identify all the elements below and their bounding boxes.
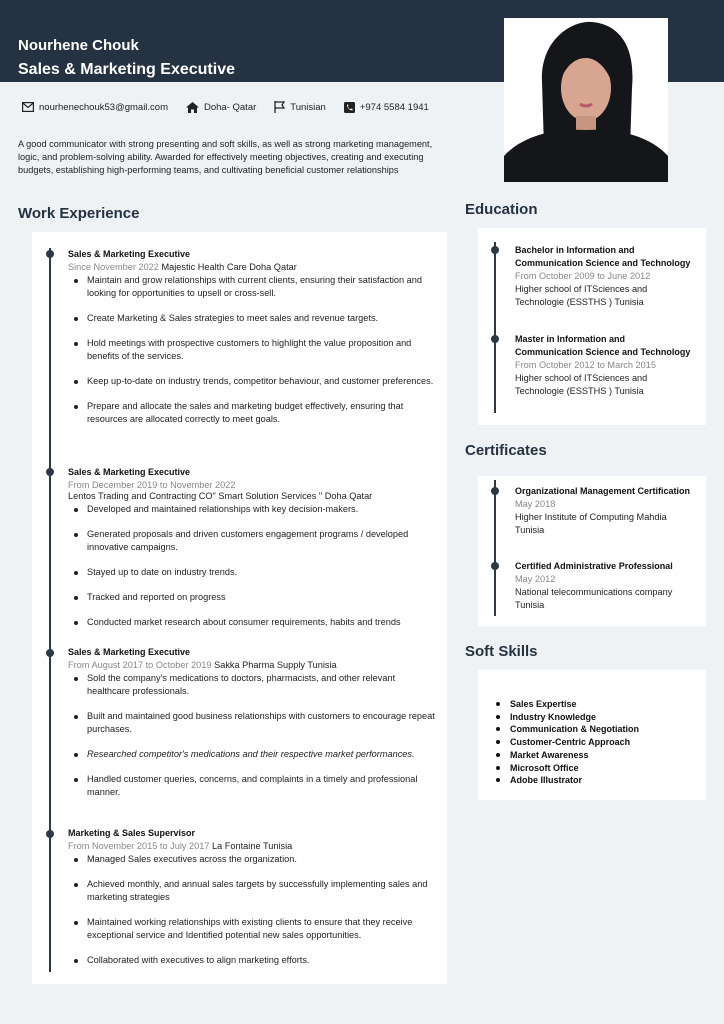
certificates-card — [478, 476, 706, 626]
timeline-dot — [46, 250, 54, 258]
list-item: Microsoft Office — [494, 762, 639, 775]
timeline-dot — [46, 649, 54, 657]
certificate-title: Organizational Management Certification — [515, 486, 691, 496]
certificate-title: Certified Administrative Professional — [515, 561, 673, 571]
envelope-icon — [22, 102, 34, 112]
certificate-date: May 2012 — [515, 574, 556, 584]
education-entry-2 — [515, 333, 695, 398]
certificate-issuer: Higher Institute of Computing Mahdia Tunisia — [515, 512, 667, 535]
job-bullets — [68, 672, 440, 799]
list-item: Hold meetings with prospective customers to highlight the value proposition and benefits of the services. — [68, 337, 440, 363]
work-experience-card — [32, 232, 447, 984]
job-title: Sales & Marketing Executive — [68, 647, 191, 657]
certificate-date: May 2018 — [515, 499, 556, 509]
degree-dates: From October 2009 to June 2012 — [515, 271, 651, 281]
contact-email[interactable] — [22, 102, 168, 113]
degree-school: Higher school of ITSciences and Technologie (ESSTHS ) Tunisia — [515, 284, 648, 307]
soft-skills-heading: Soft Skills — [465, 643, 538, 660]
list-item: Sold the company's medications to doctors, pharmacists, and other relevant healthcare professionals. — [68, 672, 440, 698]
list-item: Industry Knowledge — [494, 711, 639, 724]
job-company: La Fontaine Tunisia — [212, 841, 293, 851]
experience-timeline — [49, 248, 51, 972]
flag-icon — [274, 101, 285, 113]
list-item: Achieved monthly, and annual sales targets by successfully implementing sales and marketing strategies — [68, 878, 440, 904]
certificate-entry-2 — [515, 560, 695, 612]
degree-title: Bachelor in Information and Communication Science and Technology — [515, 245, 691, 268]
list-item: Handled customer queries, concerns, and complaints in a timely and professional manner. — [68, 773, 440, 799]
location-text: Doha- Qatar — [204, 101, 257, 113]
list-item: Customer-Centric Approach — [494, 736, 639, 749]
job-dates: Since November 2022 — [68, 262, 159, 272]
education-heading: Education — [465, 201, 538, 218]
list-item: Market Awareness — [494, 749, 639, 762]
nationality-text: Tunisian — [290, 101, 326, 113]
timeline-dot — [46, 468, 54, 476]
job-bullets — [68, 503, 440, 629]
degree-dates: From October 2012 to March 2015 — [515, 360, 656, 370]
soft-skills-card — [478, 670, 706, 800]
list-item: Maintained working relationships with existing clients to ensure that they receive exceptional service and Identified potential new sales opportunities. — [68, 916, 440, 942]
certificate-entry-1 — [515, 485, 695, 537]
certificates-heading: Certificates — [465, 442, 547, 459]
timeline-dot — [46, 830, 54, 838]
job-title: Marketing & Sales Supervisor — [68, 828, 196, 838]
job-title: Sales & Marketing Executive — [68, 467, 191, 477]
list-item: Keep up-to-date on industry trends, competitor behaviour, and customer preferences. — [68, 375, 440, 388]
phone-icon — [344, 102, 355, 113]
candidate-role: Sales & Marketing Executive — [18, 61, 235, 78]
candidate-name: Nourhene Chouk — [18, 37, 139, 54]
timeline-dot — [491, 246, 499, 254]
list-item: Communication & Negotiation — [494, 723, 639, 736]
list-item: Developed and maintained relationships with key decision-makers. — [68, 503, 440, 516]
home-icon — [186, 102, 199, 113]
job-meta — [68, 841, 440, 851]
list-item: Sales Expertise — [494, 698, 639, 711]
job-bullets — [68, 274, 440, 426]
list-item: Managed Sales executives across the organization. — [68, 853, 440, 866]
education-card — [478, 228, 706, 425]
profile-summary: A good communicator with strong presenting and soft skills, as well as strong marketing management, logic, and problem-solving ability. Awarded for effectively meeting objectives, creating and executing budgets, establishing high-performing teams, and cultivating beneficial customer relationships — [18, 139, 433, 175]
list-item: Maintain and grow relationships with current clients, ensuring their satisfaction and looking for opportunities to upsell or cross-sell. — [68, 274, 440, 300]
certificates-timeline — [494, 480, 496, 616]
timeline-dot — [491, 487, 499, 495]
job-entry-2 — [68, 467, 440, 629]
email-text: nourhenechouk53@gmail.com — [39, 101, 168, 113]
list-item: Researched competitor's medications and their respective market performances. — [68, 748, 440, 761]
job-entry-4 — [68, 828, 440, 967]
job-meta — [68, 262, 440, 272]
job-company: Majestic Health Care Doha Qatar — [161, 262, 297, 272]
job-company: Lentos Trading and Contracting CO" Smart Solution Services " Doha Qatar — [68, 491, 373, 501]
contact-location — [186, 102, 256, 113]
list-item: Built and maintained good business relationships with customers to encourage repeat purchases. — [68, 710, 440, 736]
list-item: Tracked and reported on progress — [68, 591, 440, 604]
job-bullets — [68, 853, 440, 967]
timeline-dot — [491, 335, 499, 343]
job-dates: From August 2017 to October 2019 — [68, 660, 212, 670]
contact-phone[interactable] — [344, 102, 429, 113]
education-timeline — [494, 242, 496, 413]
list-item: Generated proposals and driven customers engagement programs / developed innovative campaigns. — [68, 528, 440, 554]
job-company: Sakka Pharma Supply Tunisia — [214, 660, 337, 670]
job-entry-1 — [68, 249, 440, 438]
contact-nationality — [274, 101, 326, 113]
job-meta — [68, 480, 440, 490]
job-meta — [68, 660, 440, 670]
degree-school: Higher school of ITSciences and Technologie (ESSTHS ) Tunisia — [515, 373, 648, 396]
phone-text: +974 5584 1941 — [359, 101, 429, 113]
certificate-issuer: National telecommunications company Tunisia — [515, 587, 673, 610]
education-entry-1 — [515, 244, 695, 309]
list-item: Stayed up to date on industry trends. — [68, 566, 440, 579]
timeline-dot — [491, 562, 499, 570]
skills-list — [494, 698, 639, 787]
list-item: Conducted market research about consumer requirements, habits and trends — [68, 616, 440, 629]
degree-title: Master in Information and Communication Science and Technology — [515, 334, 691, 357]
profile-photo — [504, 18, 668, 182]
list-item: Collaborated with executives to align marketing efforts. — [68, 954, 440, 967]
contact-bar — [22, 101, 447, 113]
work-experience-heading: Work Experience — [18, 205, 140, 222]
job-dates: From December 2019 to November 2022 — [68, 480, 236, 490]
list-item: Create Marketing & Sales strategies to meet sales and revenue targets. — [68, 312, 440, 325]
list-item: Adobe Illustrator — [494, 774, 639, 787]
job-entry-3 — [68, 647, 440, 799]
job-dates: From November 2015 to July 2017 — [68, 841, 210, 851]
job-title: Sales & Marketing Executive — [68, 249, 191, 259]
list-item: Prepare and allocate the sales and marketing budget effectively, ensuring that resources are allocated correctly to meet goals. — [68, 400, 440, 426]
